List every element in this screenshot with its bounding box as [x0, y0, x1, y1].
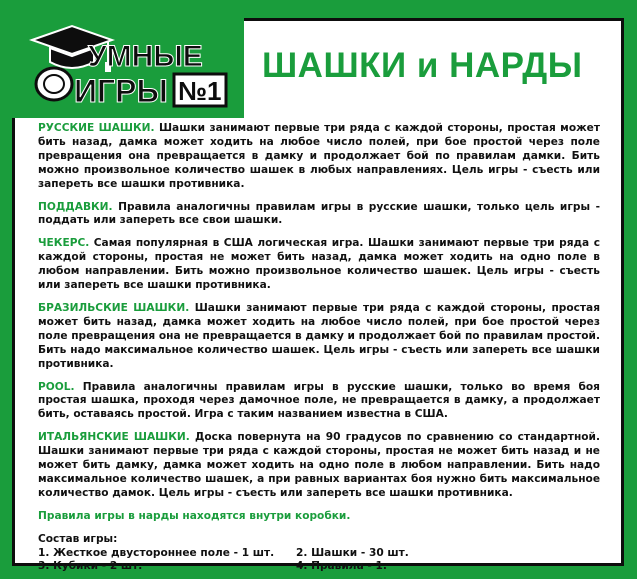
- section-heading: ИТАЛЬЯНСКИЕ ШАШКИ.: [38, 431, 190, 444]
- section-text: Самая популярная в США логическая игра. Шашки занимают первые три ряда с каждой стороны, простая не может бить назад, дамка может ходить на одно поле в любом направлении. Бить можно произвольное количество шашек. Цель игры - съесть или запереть все шашки противника.: [38, 237, 600, 292]
- section-heading: РУССКИЕ ШАШКИ.: [38, 122, 155, 134]
- section-text: Правила аналогичны правилам игры в русские шашки, только во время боя простая шашка, проходя через дамочное поле, не превращается в дамку, а продолжает бить, оставаясь простой. Игра с таким названием известна в США.: [38, 380, 600, 421]
- backgammon-note: Правила игры в нарды находятся внутри коробки.: [38, 509, 351, 522]
- section-brazilian: [38, 302, 600, 372]
- section-giveaway: [38, 201, 600, 229]
- section-russian: [38, 122, 600, 192]
- contents-item: 3. Кубики - 2 шт.: [38, 560, 143, 573]
- section-heading: ЧЕКЕРС.: [38, 237, 90, 250]
- contents-heading: Состав игры:: [38, 532, 118, 545]
- contents-item: 4. Правила - 1.: [296, 560, 387, 573]
- logo-badge: №1: [178, 76, 222, 106]
- section-text: Шашки занимают первые три ряда с каждой стороны, простая может бить назад, дамка может ходить на любое число полей, при бое простой через поле превращения она превращается в дамку и продолжает бой по правилам дамки. Бить можно произвольное количество шашек в любых направлениях. Цель игры - съесть или запереть все шашки противника.: [38, 122, 600, 190]
- section-text: Доска повернута на 90 градусов по сравнению со стандартной. Шашки занимают первые три ряда с каждой стороны, простая не может бить назад и не может бить дамку, дамка может ходить на одно поле в любом направлении. Бить надо максимальное количество шашек, а при равных вариантах боя нужно бить максимальное количество дамок. Цель игры - съесть или запереть все шашки противника.: [38, 431, 600, 499]
- contents-item: 2. Шашки - 30 шт.: [296, 546, 409, 559]
- section-heading: POOL.: [38, 380, 75, 393]
- section-heading: БРАЗИЛЬСКИЕ ШАШКИ.: [38, 301, 190, 314]
- section-pool: [38, 381, 600, 423]
- logo-line2: ИГРЫ: [74, 73, 168, 109]
- section-checkers: [38, 237, 600, 293]
- contents-item: 1. Жесткое двустороннее поле - 1 шт.: [38, 546, 275, 559]
- section-heading: ПОДДАВКИ.: [38, 200, 113, 213]
- rules-text: [38, 122, 600, 574]
- section-italian: [38, 431, 600, 501]
- brand-logo: [28, 22, 236, 114]
- section-text: Правила аналогичны правилам игры в русские шашки, только цель игры - поддать или запереть все свои шашки.: [38, 200, 600, 227]
- checker-piece-icon: [36, 68, 72, 100]
- contents-list: [38, 547, 600, 575]
- logo-line1: УМНЫЕ: [88, 40, 203, 73]
- section-text: Шашки занимают первые три ряда с каждой стороны, простая может бить назад, дамка может ходить на любое число полей, при бое простой через поле превращения она не превращается в дамку и продолжает бой по правилам простой. Бить надо максимальное количество шашек. Цель игры - съесть или запереть все шашки противника.: [38, 301, 600, 370]
- page-title: ШАШКИ и НАРДЫ: [262, 46, 583, 85]
